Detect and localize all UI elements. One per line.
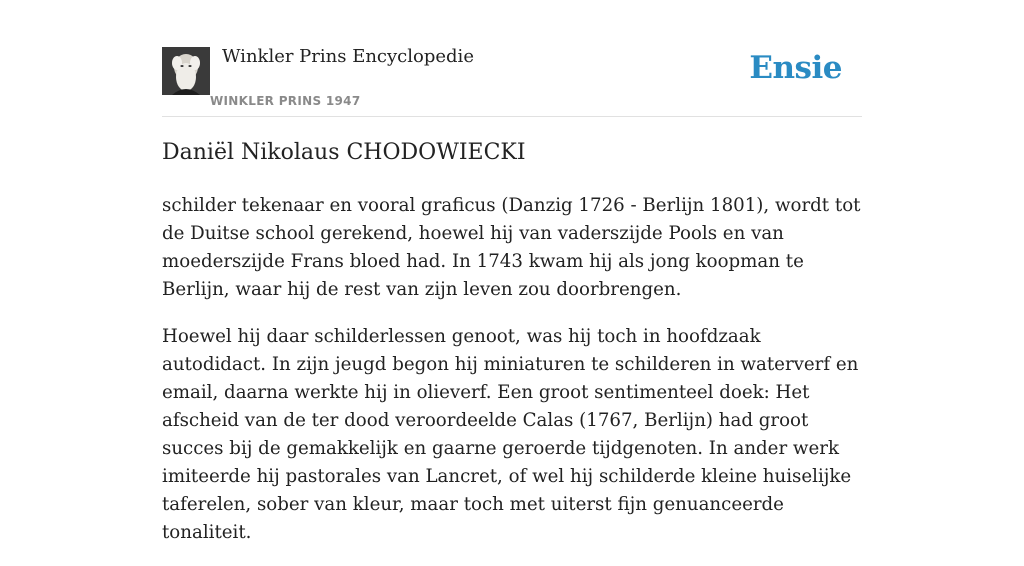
avatar[interactable] (162, 47, 210, 95)
author-portrait-icon (162, 47, 210, 95)
article-title: Daniël Nikolaus CHODOWIECKI (162, 140, 526, 165)
article-body (162, 192, 864, 566)
brand-logo[interactable]: Ensie (749, 50, 842, 86)
source-subtitle: WINKLER PRINS 1947 (210, 94, 361, 108)
page (162, 0, 862, 543)
source-title[interactable]: Winkler Prins Encyclopedie (222, 46, 474, 67)
article-paragraph: Hoewel hij daar schilderlessen genoot, was hij toch in hoofdzaak autodidact. In zijn jeugd begon hij miniaturen te schilderen in waterverf en email, daarna werkte hij in olieverf. Een groot sentimenteel doek: Het afscheid van de ter dood veroordeelde Calas (1767, Berlijn) had groot succes bij de gemakkelijk en gaarne geroerde tijdgenoten. In ander werk imiteerde hij pastorales van Lancret, of wel hij schilderde kleine huiselijke taferelen, sober van kleur, maar toch met uiterst fijn genuanceerde tonaliteit. (162, 326, 859, 543)
header (162, 0, 862, 117)
article-paragraph: schilder tekenaar en vooral graficus (Danzig 1726 - Berlijn 1801), wordt tot de Duitse school gerekend, hoewel hij van vaderszijde Pools en van moederszijde Frans bloed had. In 1743 kwam hij als jong koopman te Berlijn, waar hij de rest van zijn leven zou doorbrengen. (162, 195, 861, 300)
